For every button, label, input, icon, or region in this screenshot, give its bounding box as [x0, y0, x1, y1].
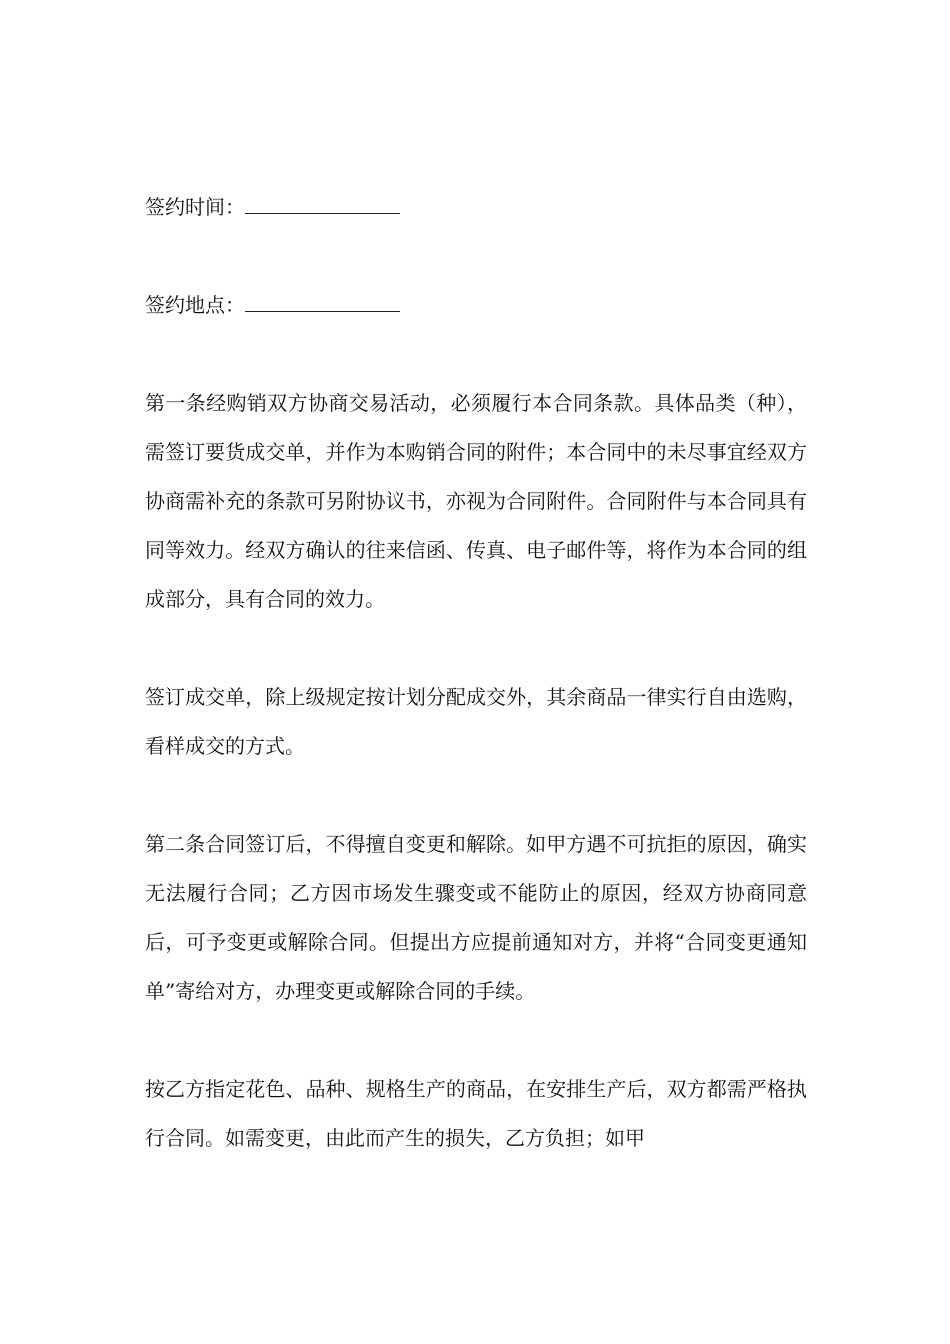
signing-time-label: 签约时间： [145, 195, 245, 219]
order-form-paragraph: 签订成交单，除上级规定按计划分配成交外，其余商品一律实行自由选购，看样成交的方式。 [145, 685, 807, 758]
article-1-paragraph: 第一条经购销双方协商交易活动，必须履行本合同条款。具体品类（种），需签订要货成交单，并作为本购销合同的附件；本合同中的未尽事宜经双方协商需补充的条款可另附协议书，亦视为合同附件。合同附件与本合同具有同等效力。经双方确认的往来信函、传真、电子邮件等，将作为本合同的组成部分，具有合同的效力。 [145, 391, 807, 611]
signing-place-field [145, 281, 807, 330]
signing-time-blank[interactable] [245, 199, 400, 214]
article-2-paragraph: 第二条合同签订后，不得擅自变更和解除。如甲方遇不可抗拒的原因，确实无法履行合同；乙方因市场发生骤变或不能防止的原因，经双方协商同意后，可予变更或解除合同。但提出方应提前通知对方，并将“合同变更通知单”寄给对方，办理变更或解除合同的手续。 [145, 832, 807, 1003]
signing-time-field [145, 183, 807, 232]
signing-place-label: 签约地点： [145, 293, 245, 317]
specified-goods-paragraph: 按乙方指定花色、品种、规格生产的商品，在安排生产后，双方都需严格执行合同。如需变更，由此而产生的损失，乙方负担；如甲 [145, 1077, 807, 1150]
signing-place-blank[interactable] [245, 297, 400, 312]
document-body [145, 183, 807, 1212]
